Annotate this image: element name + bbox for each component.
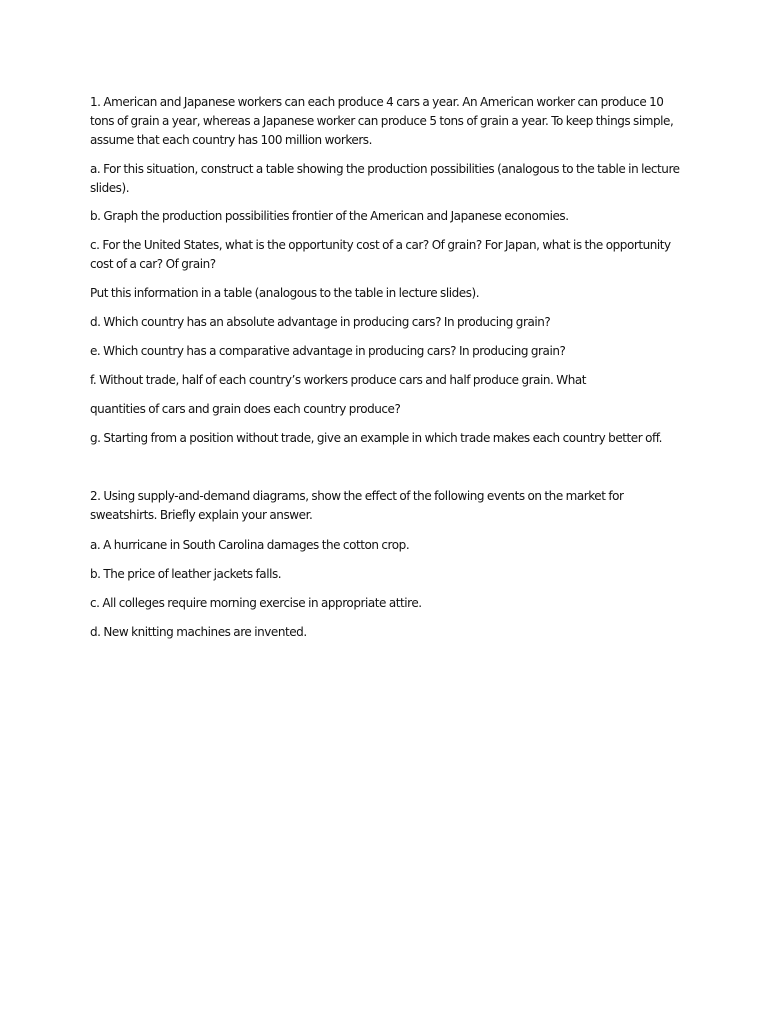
question-2-part-c: c. All colleges require morning exercise in appropriate attire. (90, 596, 422, 610)
question-1-part-b: b. Graph the production possibilities frontier of the American and Japanese economies. (90, 209, 569, 223)
question-1-part-a: a. For this situation, construct a table showing the production possibilities (analogous to the table in lecture slides). (90, 162, 680, 195)
question-1-part-d: d. Which country has an absolute advantage in producing cars? In producing grain? (90, 315, 551, 329)
question-2-part-a: a. A hurricane in South Carolina damages the cotton crop. (90, 538, 410, 552)
question-2-part-b: b. The price of leather jackets falls. (90, 567, 282, 581)
question-1-part-c: c. For the United States, what is the opportunity cost of a car? Of grain? For Japan, what is the opportunity cost of a car? Of grain? (90, 238, 671, 271)
question-1-intro: 1. American and Japanese workers can each produce 4 cars a year. An American worker can produce 10 tons of grain a year, whereas a Japanese worker can produce 5 tons of grain a year. To keep things simple, assume that each country has 100 million workers. (90, 95, 674, 147)
question-2-intro: 2. Using supply-and-demand diagrams, show the effect of the following events on the market for sweatshirts. Briefly explain your answer. (90, 489, 624, 522)
question-1-part-e: e. Which country has a comparative advantage in producing cars? In producing grain? (90, 344, 566, 358)
question-1-part-g: g. Starting from a position without trade, give an example in which trade makes each country better off. (90, 431, 662, 445)
question-1-part-f-line-2: quantities of cars and grain does each country produce? (90, 402, 401, 416)
question-1-table-note: Put this information in a table (analogous to the table in lecture slides). (90, 286, 480, 300)
question-1-part-f-line-1: f. Without trade, half of each country’s workers produce cars and half produce grain. What (90, 373, 587, 387)
question-2-part-d: d. New knitting machines are invented. (90, 625, 307, 639)
